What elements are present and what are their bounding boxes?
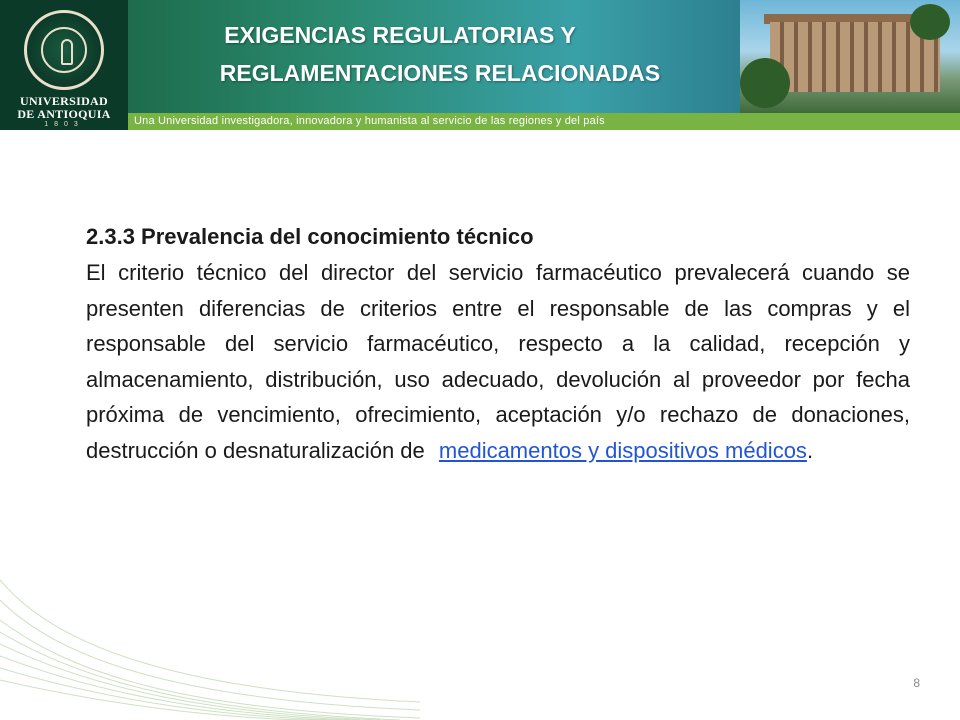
logo-name-line2: DE ANTIOQUIA xyxy=(17,107,111,121)
body-paragraph xyxy=(86,255,910,468)
banner-title-line2: REGLAMENTACIONES RELACIONADAS xyxy=(219,60,661,86)
logo-year: 1803 xyxy=(44,121,84,128)
tagline-text: Una Universidad investigadora, innovadora y humanista al servicio de las regiones y del país xyxy=(134,115,605,127)
banner-title-line1: EXIGENCIAS REGULATORIAS Y xyxy=(224,22,576,48)
tree xyxy=(740,58,790,108)
medicamentos-link[interactable]: medicamentos y dispositivos médicos xyxy=(438,437,807,463)
header-banner xyxy=(0,0,960,130)
palm-tree xyxy=(910,4,950,40)
logo-name-line1: UNIVERSIDAD xyxy=(20,94,108,108)
body-text: El criterio técnico del director del servicio farmacéutico prevalecerá cuando se presenten diferencias de criterios entre el responsable de las compras y el responsable del servicio farmacéutico, respecto a la calidad, recepción y almacenamiento, distribución, uso adecuado, devolución al proveedor por fecha próxima de vencimiento, ofrecimiento, aceptación y/o rechazo de donaciones, destrucción o desnaturalización de xyxy=(86,260,910,463)
body-trailing: . xyxy=(806,437,814,463)
page-number: 8 xyxy=(913,676,920,690)
seal-emblem xyxy=(61,39,73,65)
slide-content xyxy=(86,219,910,468)
decorative-swirl-lines xyxy=(0,560,420,720)
section-heading: 2.3.3 Prevalencia del conocimiento técnico xyxy=(86,224,534,249)
building-photo xyxy=(740,0,960,113)
tagline-bar xyxy=(128,113,960,130)
